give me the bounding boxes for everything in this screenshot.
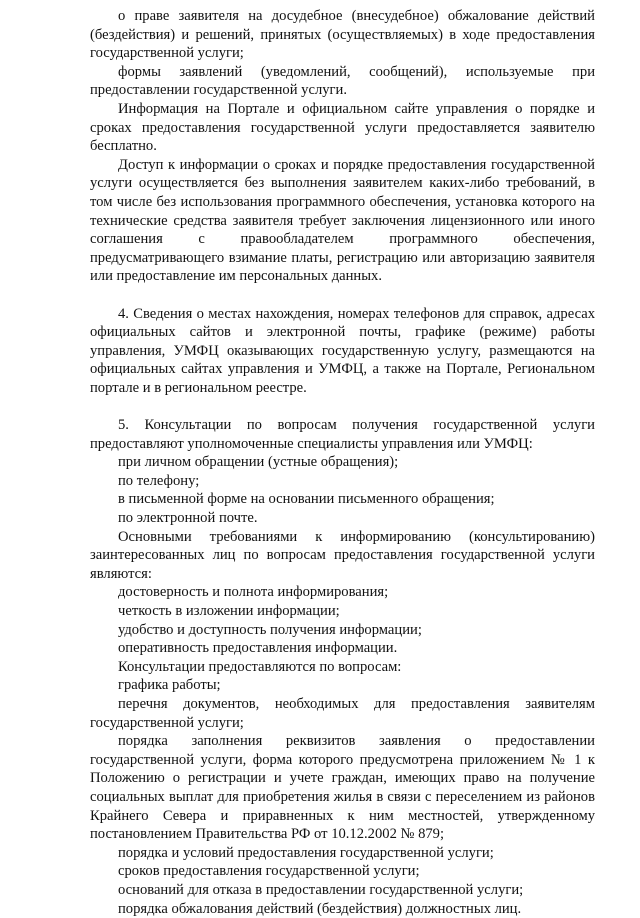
paragraph-section-4: 4. Сведения о местах нахождения, номерах телефонов для справок, адресах официальных сайтов и электронной почты, графике (режиме) работы управления, УМФЦ оказывающих государственную услугу, размещаются на официальных сайтах управления и УМФЦ, а также на Портале, Региональном портале и в региональном реестре. (90, 305, 595, 398)
list-item-phone: по телефону; (90, 472, 595, 491)
list-item-appeal-procedure: порядка обжалования действий (бездействия) должностных лиц. (90, 900, 595, 918)
list-item-procedure: порядка и условий предоставления государственной услуги; (90, 844, 595, 863)
paragraph-application-forms: формы заявлений (уведомлений, сообщений), используемые при предоставлении государственной услуги. (90, 63, 595, 100)
list-item-documents: перечня документов, необходимых для предоставления заявителям государственной услуги; (90, 695, 595, 732)
list-item-form-filling: порядка заполнения реквизитов заявления о предоставлении государственной услуги, форма которого предусмотрена приложением № 1 к Положению о регистрации и учете граждан, имеющих право на получение социальных выплат для приобретения жилья в связи с переселением из районов Крайнего Севера и приравненных к ним местностей, утвержденному постановлением Правительства РФ от 10.12.2002 № 879; (90, 732, 595, 844)
list-item-terms: сроков предоставления государственной услуги; (90, 862, 595, 881)
paragraph-access-info: Доступ к информации о сроках и порядке предоставления государственной услуги осуществляется без выполнения заявителем каких-либо требований, в том числе без использования программного обеспечения, установка которого на технические средства заявителя требует заключения лицензионного или иного соглашения с правообладателем программного обеспечения, предусматривающего взимание платы, регистрацию или авторизацию заявителя или предоставление им персональных данных. (90, 156, 595, 286)
list-item-promptness: оперативность предоставления информации. (90, 639, 595, 658)
paragraph-appeal-right: о праве заявителя на досудебное (внесудебное) обжалование действий (бездействия) и решений, принятых (осуществляемых) в ходе предоставления государственной услуги; (90, 7, 595, 63)
list-item-personal-visit: при личном обращении (устные обращения); (90, 453, 595, 472)
list-item-clarity: четкость в изложении информации; (90, 602, 595, 621)
paragraph-requirements: Основными требованиями к информированию (консультированию) заинтересованных лиц по вопросам предоставления государственной услуги являются: (90, 528, 595, 584)
list-item-refusal-grounds: оснований для отказа в предоставлении государственной услуги; (90, 881, 595, 900)
list-item-email: по электронной почте. (90, 509, 595, 528)
list-item-convenience: удобство и доступность получения информации; (90, 621, 595, 640)
paragraph-consultation-topics: Консультации предоставляются по вопросам: (90, 658, 595, 677)
paragraph-portal-info: Информация на Портале и официальном сайте управления о порядке и сроках предоставления государственной услуги предоставляется заявителю бесплатно. (90, 100, 595, 156)
list-item-written: в письменной форме на основании письменного обращения; (90, 490, 595, 509)
list-item-schedule: графика работы; (90, 676, 595, 695)
paragraph-section-5: 5. Консультации по вопросам получения государственной услуги предоставляют уполномоченные специалисты управления или УМФЦ: (90, 416, 595, 453)
list-item-reliability: достоверность и полнота информирования; (90, 583, 595, 602)
document-body (90, 7, 595, 918)
